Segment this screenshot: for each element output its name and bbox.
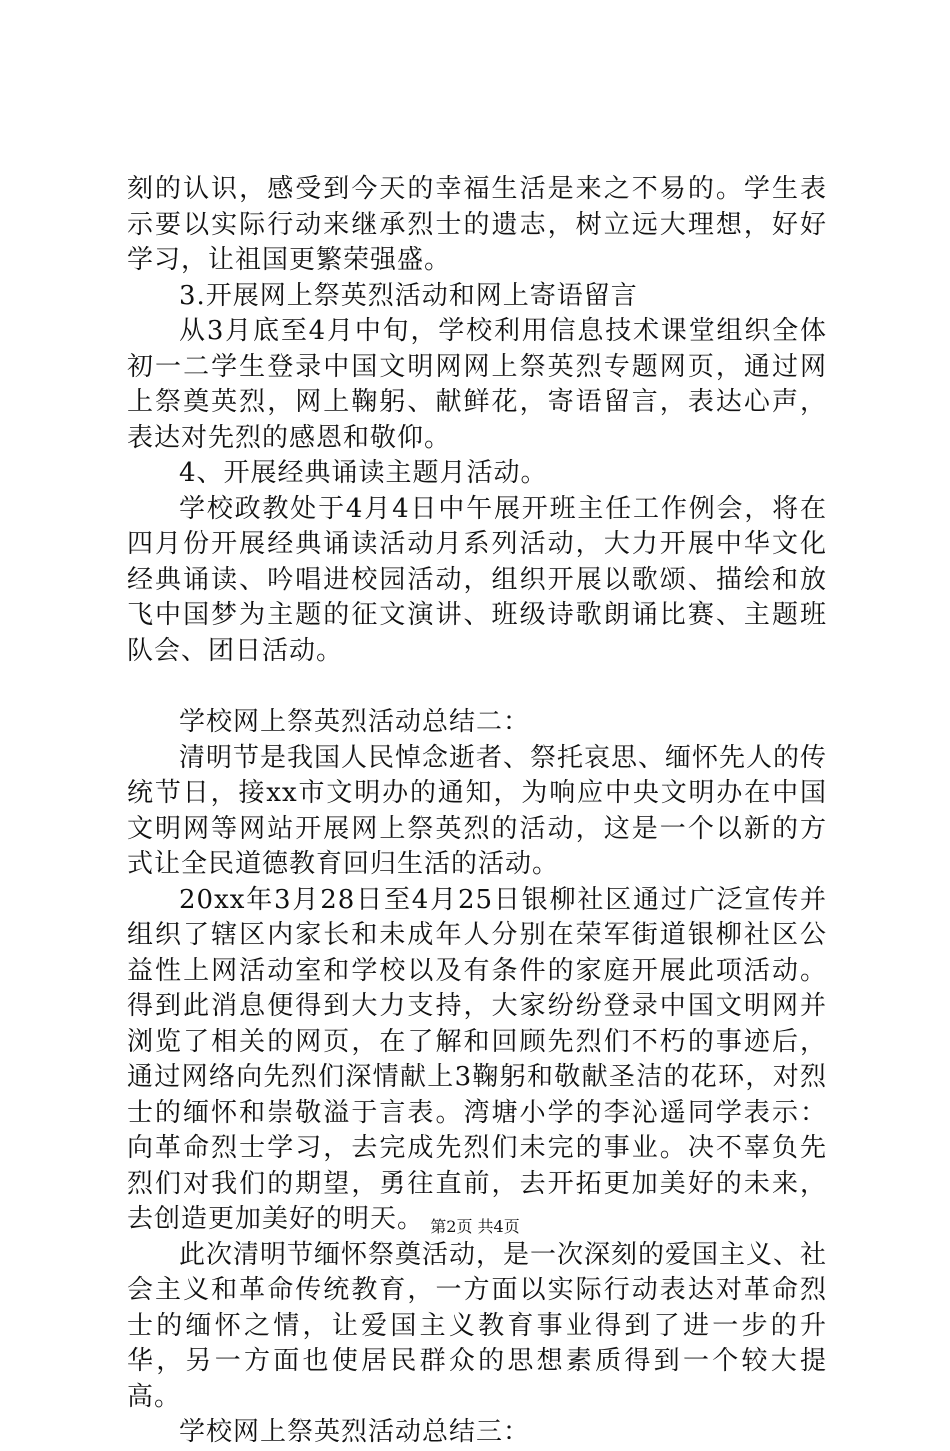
paragraph-continuation: 刻的认识，感受到今天的幸福生活是来之不易的。学生表示要以实际行动来继承烈士的遗志，树立远大理想，好好学习，让祖国更繁荣强盛。 xyxy=(127,174,827,275)
paragraph-qingming-intro: 清明节是我国人民悼念逝者、祭托哀思、缅怀先人的传统节日，接xx市文明办的通知，为响应中央文明办在中国文明网等网站开展网上祭英烈的活动，这是一个以新的方式让全民道德教育回归生活的活动。 xyxy=(127,742,828,879)
paragraph-gap xyxy=(127,669,827,705)
summary-three-heading: 学校网上祭英烈活动总结三： xyxy=(179,1417,531,1447)
section-heading-4: 4、开展经典诵读主题月活动。 xyxy=(179,458,548,488)
page-number-footer: 第2页 共4页 xyxy=(430,1217,520,1236)
paragraph-community-activity: 20xx年3月28日至4月25日银柳社区通过广泛宣传并组织了辖区内家长和未成年人分别在荣军街道银柳社区公益性上网活动室和学校以及有条件的家庭开展此项活动。得到此消息便得到大力支持，大家纷纷登录中国文明网并浏览了相关的网页，在了解和回顾先烈们不朽的事迹后，通过网络向先烈们深情献上3鞠躬和敬献圣洁的花环，对烈士的缅怀和崇敬溢于言表。湾塘小学的李沁遥同学表示：向革命烈士学习，去完成先烈们未完的事业。决不辜负先烈们对我们的期望，勇往直前，去开拓更加美好的未来，去创造更加美好的明天。 xyxy=(127,884,827,1234)
section-heading-3: 3.开展网上祭英烈活动和网上寄语留言 xyxy=(179,280,638,311)
summary-two-heading: 学校网上祭英烈活动总结二： xyxy=(179,707,531,737)
paragraph-education-summary: 此次清明节缅怀祭奠活动，是一次深刻的爱国主义、社会主义和革命传统教育，一方面以实际行动表达对革命烈士的缅怀之情，让爱国主义教育事业得到了进一步的升华，另一方面也使居民群众的思想素质得到一个较大提高。 xyxy=(127,1239,828,1412)
paragraph-classic-reading: 学校政教处于4月4日中午展开班主任工作例会，将在四月份开展经典诵读活动月系列活动，大力开展中华文化经典诵读、吟唱进校园活动，组织开展以歌颂、描绘和放飞中国梦为主题的征文演讲、班级诗歌朗诵比赛、主题班队会、团日活动。 xyxy=(127,493,827,666)
paragraph-online-memorial: 从3月底至4月中旬，学校利用信息技术课堂组织全体初一二学生登录中国文明网网上祭英烈专题网页，通过网上祭奠英烈，网上鞠躬、献鲜花，寄语留言，表达心声，表达对先烈的感恩和敬仰。 xyxy=(127,316,827,453)
document-body xyxy=(127,172,827,1451)
